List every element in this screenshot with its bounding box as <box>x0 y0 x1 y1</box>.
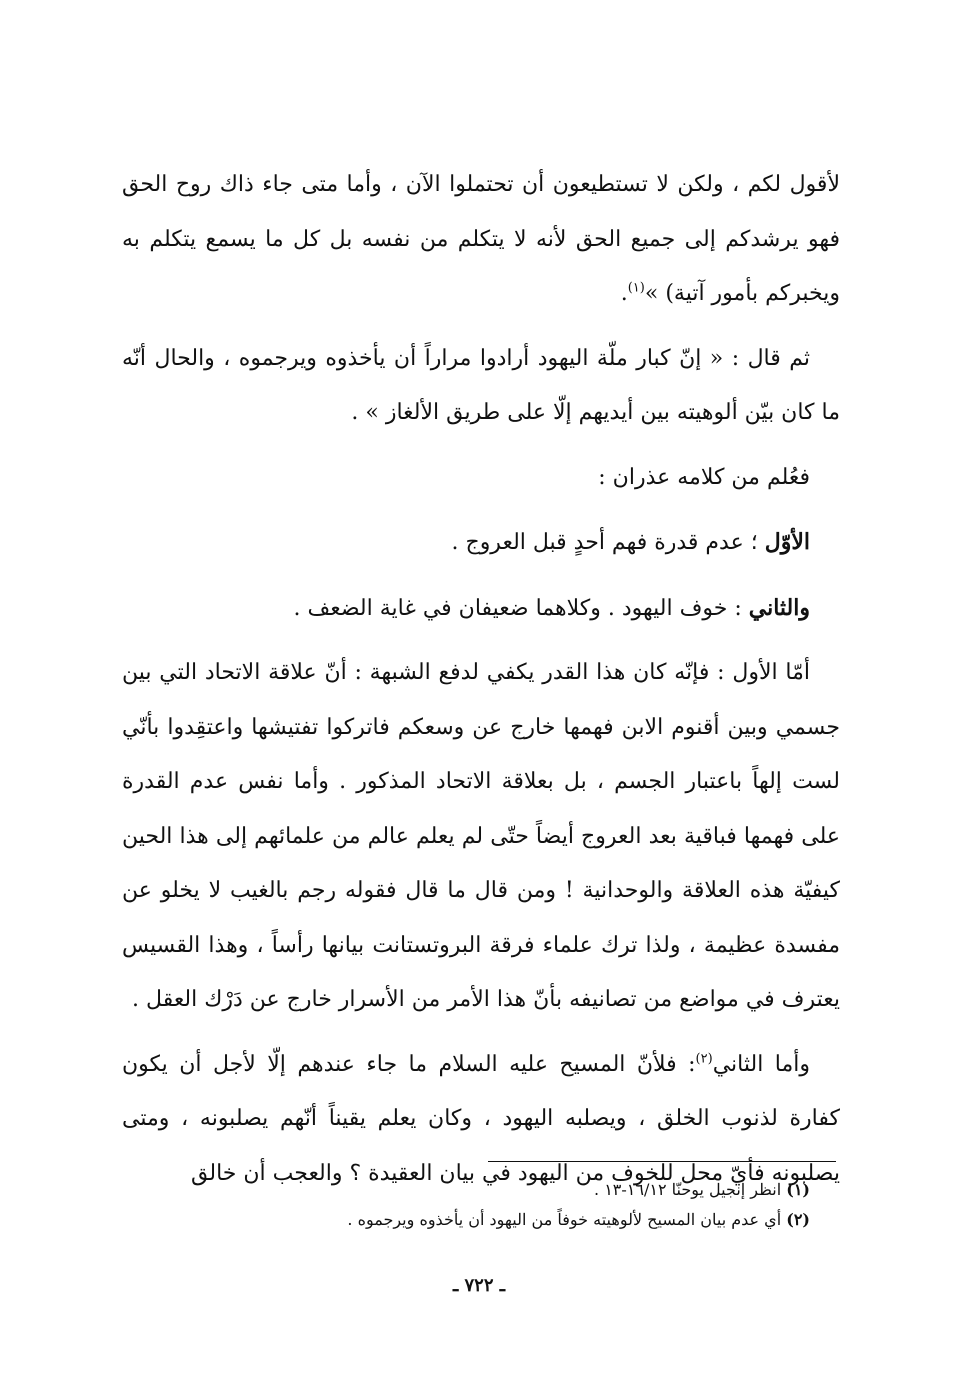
paragraph-3 <box>122 451 840 506</box>
paragraph-tail: : فلأنّ المسيح عليه السلام ما جاء عندهم إلّا لأجل أن يكون كفارة لذنوب الخلق ، ويصلبه اليهود ، وكان يعلم يقيناً أنّهم يصلبونه ، ومتى يصلبونه فأيّ محل للخوف من اليهود في بيان العقيدة ؟ والعجب أن خالق <box>122 1051 840 1186</box>
footnote-number: (١) <box>786 1180 810 1199</box>
paragraph-5 <box>122 581 840 637</box>
paragraph-text: : خوف اليهود . وكلاهما ضعيفان في غاية الضعف . <box>293 595 742 621</box>
footnote-1 <box>122 1175 840 1205</box>
paragraph-1 <box>122 158 840 322</box>
paragraph-2 <box>122 332 840 441</box>
footnote-ref-1: (١) <box>627 280 645 296</box>
footnote-2 <box>122 1205 840 1235</box>
paragraph-tail: . <box>620 281 628 306</box>
page-number: ـ ٧٢٢ ـ <box>452 1275 506 1296</box>
main-text <box>122 158 840 1211</box>
paragraph-text: لأقول لكم ، ولكن لا تستطيعون أن تحتملوا الآن ، وأما متى جاء ذاك روح الحق فهو يرشدكم إلى جميع الحق لأنه لا يتكلم من نفسه بل كل ما يسمع يتكلم به ويخبركم بأمور آتية) » <box>122 172 840 306</box>
paragraph-6 <box>122 646 840 1028</box>
paragraph-4 <box>122 515 840 571</box>
paragraph-text: أمّا الأول : فإنّه كان هذا القدر يكفي لدفع الشبهة : أنّ علاقة الاتحاد التي بين جسمي وبين أقنوم الابن فهمها خارج عن وسعكم فاتركوا تفتيشها واعتقِدوا بأنّي لست إلهاً باعتبار الجسم ، بل بعلاقة الاتحاد المذكور . وأما نفس عدم القدرة على فهمها فباقية بعد العروج أيضاً حتّى لم يعلم عالم من علمائهم إلى هذا الحين كيفيّة هذه العلاقة والوحدانية ! ومن قال ما قال فقوله رجم بالغيب لا يخلو عن مفسدة عظيمة ، ولذا ترك علماء فرقة البروتستانت بيانها رأساً ، وهذا القسيس يعترف في مواضع من تصانيفه بأنّ هذا الأمر من الأسرار خارج عن دَرْك العقل . <box>122 660 840 1012</box>
footnote-separator <box>488 1161 836 1162</box>
paragraph-text: وأما الثاني <box>712 1051 810 1077</box>
footnote-number: (٢) <box>786 1210 810 1229</box>
footnote-text: أي عدم بيان المسيح لألوهيته خوفاً من اليهود أن يأخذوه ويرجموه . <box>347 1210 782 1229</box>
paragraph-text: ؛ عدم قدرة فهم أحدٍ قبل العروج . <box>451 530 758 555</box>
paragraph-text: ثم قال : « إنّ كبار ملّة اليهود أرادوا مراراً أن يأخذوه ويرجموه ، والحال أنّه ما كان بيّن ألوهيته بين أيديهم إلّا على طريق الألغاز » . <box>122 345 840 425</box>
paragraph-lead: والثاني <box>748 594 810 621</box>
paragraph-text: فعُلم من كلامه عذران : <box>598 464 810 490</box>
paragraph-lead: الأوّل <box>764 529 810 555</box>
footnote-text: انظر إنجيل يوحنّا ١٦/١٢-١٣ . <box>594 1180 782 1199</box>
footnote-ref-2: (٢) <box>695 1051 713 1067</box>
footnotes <box>122 1175 840 1235</box>
